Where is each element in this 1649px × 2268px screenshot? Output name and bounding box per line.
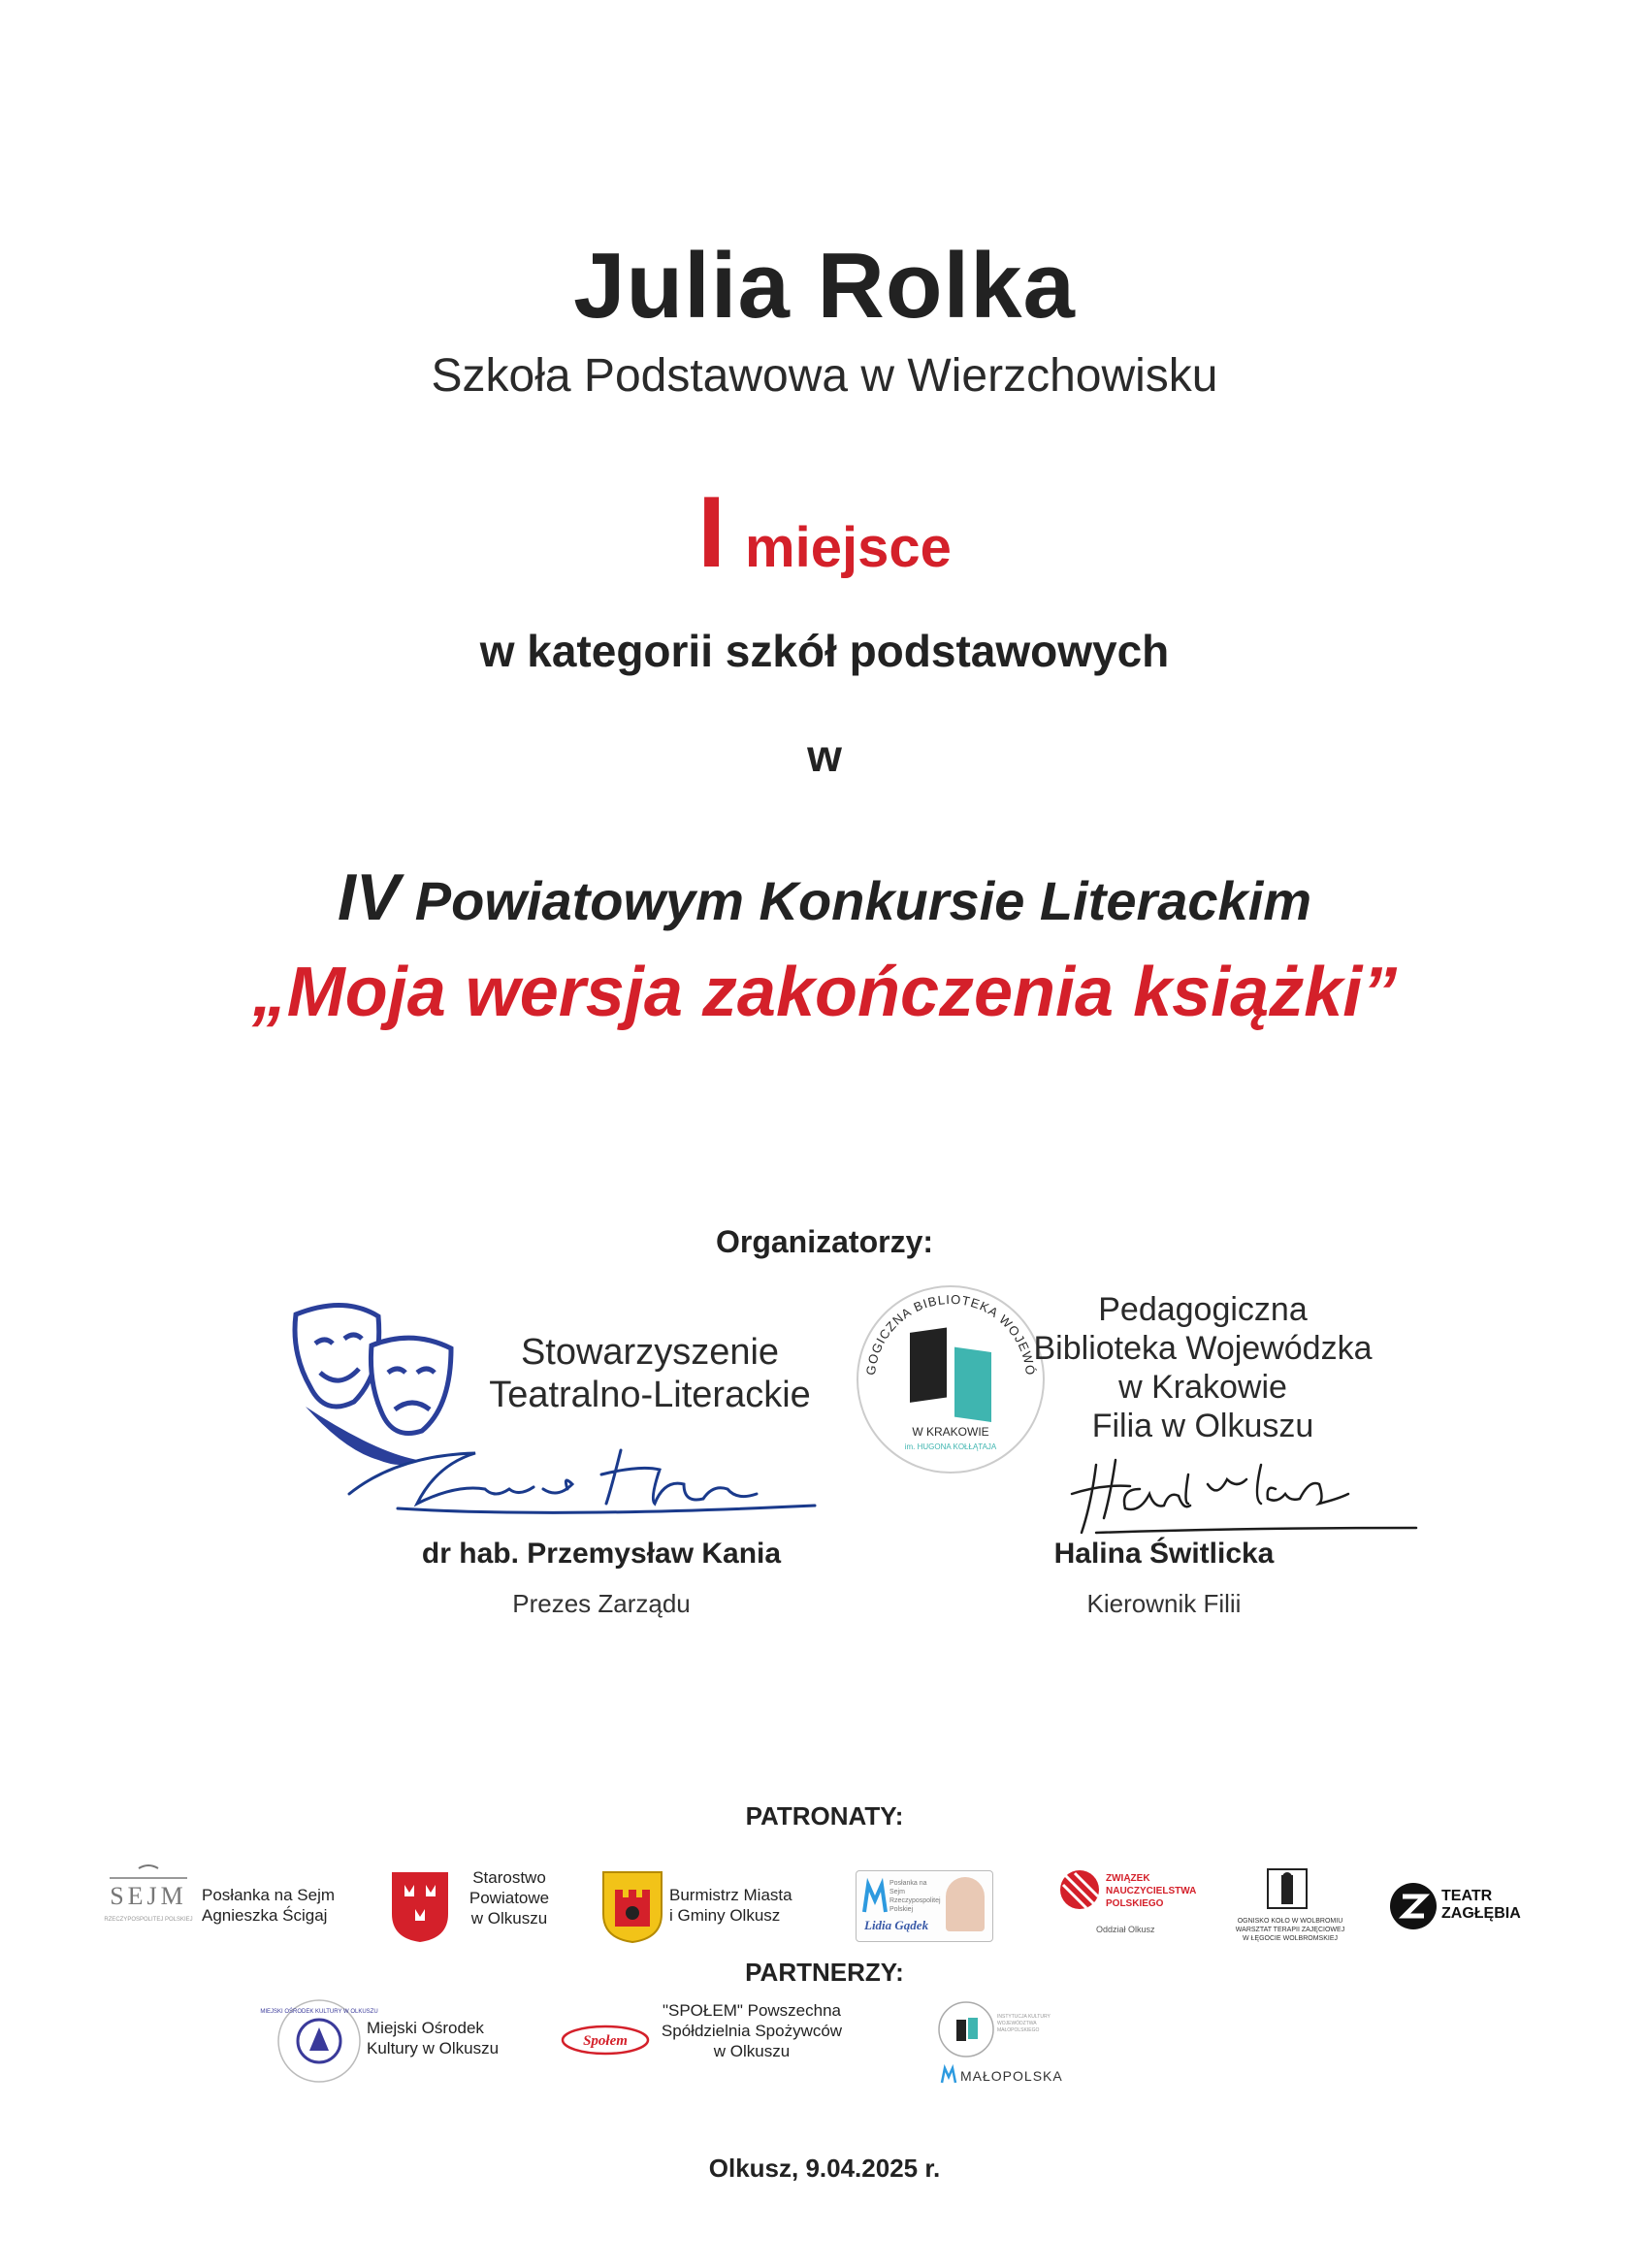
contest-title: „Moja wersja zakończenia książki” — [251, 954, 1398, 1031]
recipient-name: Julia Rolka — [573, 234, 1076, 338]
patron-znp-line3: POLSKIEGO — [1106, 1898, 1164, 1909]
org2-signatory: Halina Świtlicka — [1053, 1538, 1275, 1570]
org1-signatory: dr hab. Przemysław Kania — [421, 1538, 782, 1570]
malopolska-m-icon — [941, 2066, 956, 2084]
patron-starostwo-text — [456, 1867, 563, 1928]
partner-spolem-text — [640, 2000, 863, 2061]
partner-spolem-line2: Spółdzielnia Spożywców — [661, 2022, 843, 2040]
partner-mok-line1: Miejski Ośrodek — [367, 2019, 484, 2037]
place-numeral: I — [697, 476, 727, 589]
recipient-school: Szkoła Podstawowa w Wierzchowisku — [431, 350, 1218, 402]
partner-mok-line2: Kultury w Olkuszu — [367, 2039, 500, 2057]
patron-wtz-line2: WARSZTAT TERAPII ZAJĘCIOWEJ — [1235, 1927, 1345, 1933]
malopolska-seal-icon — [937, 2000, 995, 2058]
lidia-gadek-logo — [856, 1870, 993, 1942]
spolem-logo-icon — [561, 2023, 650, 2057]
patron-znp-text — [1106, 1872, 1196, 1910]
org2-name-line3: w Krakowie — [1118, 1369, 1287, 1406]
org1-name-line1: Stowarzyszenie — [520, 1332, 780, 1373]
patronage-label: PATRONATY: — [745, 1801, 904, 1831]
org2-name-line4: Filia w Olkuszu — [1091, 1408, 1314, 1444]
signature-switlicka — [1067, 1445, 1426, 1542]
patron-burmistrz-line1: Burmistrz Miasta — [669, 1886, 792, 1904]
sejm-logo-sub: RZECZYPOSPOLITEJ POLSKIEJ — [104, 1917, 193, 1923]
issue-date: Olkusz, 9.04.2025 r. — [708, 2154, 941, 2183]
sejm-eagle-icon — [100, 1861, 197, 1928]
patron-wtz-line3: W ŁĘGOCIE WOLBROMSKIEJ — [1242, 1935, 1338, 1942]
patron-starostwo-line2: Powiatowe — [469, 1889, 550, 1907]
patron-wtz-line1: OGNISKO KOŁO W WOLBROMIU — [1237, 1918, 1343, 1925]
patron-teatr-line2: ZAGŁĘBIA — [1441, 1905, 1521, 1922]
org1-name-line2: Teatralno-Literackie — [489, 1375, 811, 1415]
m-logo-icon — [862, 1881, 888, 1914]
malopolska-text: MAŁOPOLSKA — [960, 2068, 1063, 2084]
patron-starostwo-line1: Starostwo — [472, 1868, 546, 1887]
znp-logo-icon — [1057, 1867, 1102, 1912]
org2-name — [1018, 1290, 1387, 1445]
partners-label: PARTNERZY: — [745, 1958, 904, 1987]
wtz-logo-icon — [1266, 1867, 1309, 1916]
sejm-logo — [100, 1861, 197, 1933]
patron-starostwo-line3: w Olkuszu — [470, 1909, 548, 1928]
seal-top-text: PEDAGOGICZNA BIBLIOTEKA WOJEWÓDZKA — [848, 1271, 1039, 1377]
contest-name — [0, 859, 1649, 935]
portrait-photo — [946, 1877, 985, 1931]
mok-seal-text: MIEJSKI OŚRODEK KULTURY W OLKUSZU — [260, 2009, 378, 2015]
org2-name-line2: Biblioteka Wojewódzka — [1033, 1330, 1373, 1367]
patron-znp-line2: NAUCZYCIELSTWA — [1106, 1886, 1197, 1896]
patron-burmistrz-line2: i Gminy Olkusz — [669, 1906, 781, 1925]
patron-znp-line4: Oddział Olkusz — [1096, 1925, 1155, 1934]
org1-role: Prezes Zarządu — [512, 1589, 691, 1618]
award-place — [0, 475, 1649, 589]
patron-sejm-line2: Agnieszka Ścigaj — [202, 1906, 328, 1925]
award-category: w kategorii szkół podstawowych — [479, 626, 1170, 676]
partner-spolem-line3: w Olkuszu — [713, 2042, 791, 2060]
patron-wtz-text — [1217, 1917, 1363, 1943]
teatr-zaglebia-logo-icon — [1389, 1882, 1438, 1930]
seal-bottom-text: W KRAKOWIE — [912, 1425, 989, 1439]
patron-sejm-line1: Posłanka na Sejm — [202, 1886, 336, 1904]
patron-teatr-line1: TEATR — [1441, 1888, 1493, 1904]
starostwo-coat-of-arms-icon — [390, 1870, 450, 1944]
malopolska-institution-text: INSTYTUCJA KULTURY WOJEWÓDZTWA MAŁOPOLSKIEGO — [997, 2014, 1051, 2033]
patron-znp-line1: ZWIĄZEK — [1106, 1873, 1150, 1884]
partner-spolem-line1: "SPOŁEM" Powszechna — [662, 2001, 842, 2020]
sejm-logo-text: SEJM — [110, 1882, 187, 1910]
partner-mok-text — [367, 2018, 499, 2058]
org1-name — [456, 1331, 844, 1416]
mok-seal-icon — [260, 1998, 378, 2084]
signature-kania — [340, 1436, 824, 1523]
lidia-gadek-name: Lidia Gądek — [864, 1918, 929, 1932]
place-word: miejsce — [745, 516, 952, 579]
seal-sub-text: im. HUGONA KOŁŁĄTAJA — [904, 1442, 997, 1451]
olkusz-coat-of-arms-icon — [601, 1870, 663, 1944]
award-connector: w — [807, 730, 842, 781]
patron-teatr-text — [1441, 1888, 1521, 1923]
org2-name-line1: Pedagogiczna — [1098, 1291, 1308, 1328]
org2-role: Kierownik Filii — [1086, 1589, 1242, 1618]
patron-sejm-text — [202, 1885, 335, 1926]
spolem-logo-text: Społem — [583, 2033, 628, 2049]
contest-edition: IV — [337, 860, 401, 934]
patron-burmistrz-text — [669, 1885, 792, 1926]
lidia-gadek-logo-text: Posłanka na Sejm Rzeczypospolitej Polskiej — [889, 1880, 941, 1913]
organizers-label: Organizatorzy: — [715, 1224, 934, 1259]
contest-name-text: Powiatowym Konkursie Literackim — [414, 870, 1312, 931]
